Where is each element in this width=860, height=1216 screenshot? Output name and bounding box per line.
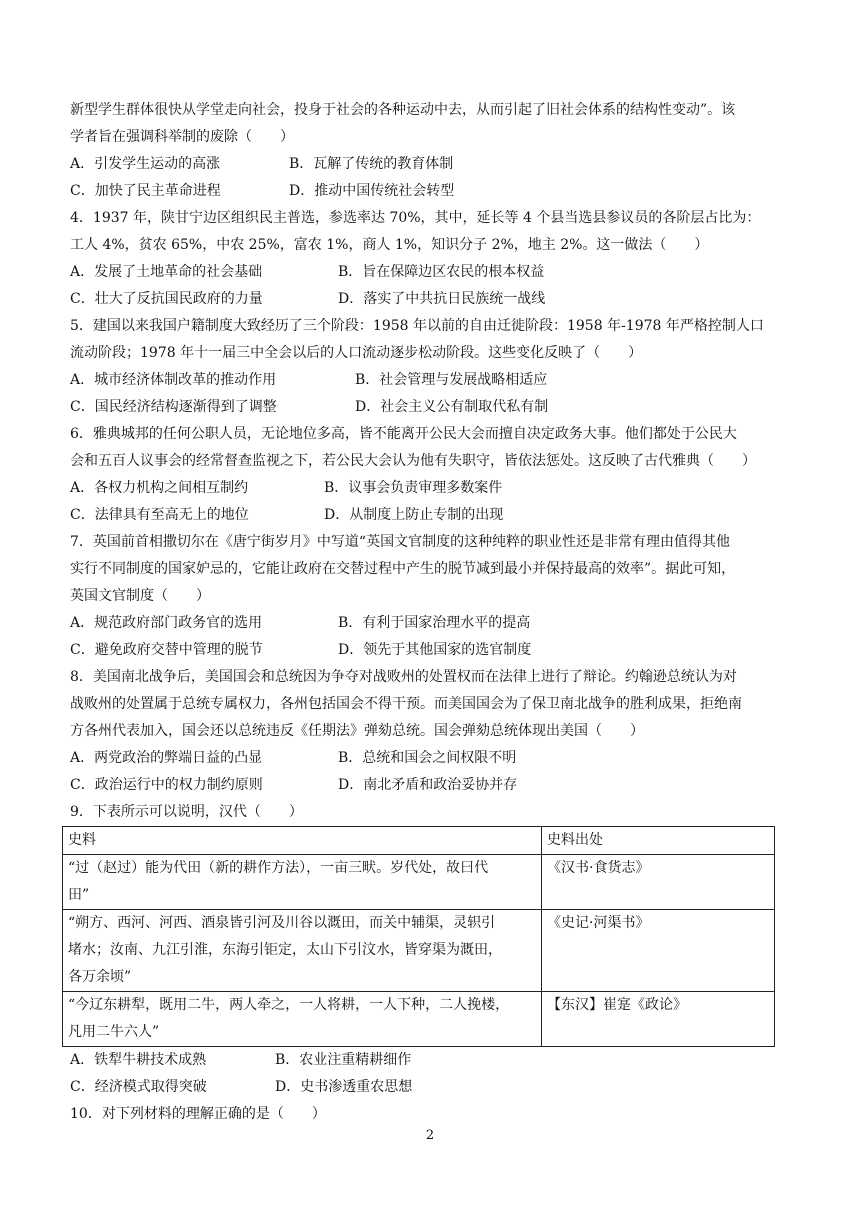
options-row — [70, 502, 795, 529]
cell-line: “今辽东耕犁，既用二牛，两人牵之，一人将耕，一人下种，二人挽楼， — [68, 997, 510, 1013]
table-cell — [63, 992, 542, 1047]
option-c: C．经济模式取得突破 — [70, 1079, 207, 1095]
option-d: D．社会主义公有制取代私有制 — [355, 399, 549, 415]
option-a: A．铁犁牛耕技术成熟 — [70, 1052, 207, 1068]
option-c: C．加快了民主革命进程 — [70, 183, 221, 199]
table-header-cell: 史料出处 — [542, 827, 775, 855]
option-b: B．总统和国会之间权限不明 — [338, 750, 517, 766]
table-row — [63, 992, 775, 1047]
question-6-text: 会和五百人议事会的经常督查监视之下，若公民大会认为他有失职守，皆依法惩处。这反映了古代雅典（ ） — [70, 453, 756, 469]
option-a: A．各权力机构之间相互制约 — [70, 480, 249, 496]
options-row — [70, 151, 795, 178]
cell-line: “过（赵过）能为代田（新的耕作方法），一亩三畎。岁代处，故曰代 — [68, 860, 489, 876]
page-number: 2 — [425, 1128, 435, 1143]
question-text: 新型学生群体很快从学堂走向社会，投身于社会的各种运动中去，从而引起了旧社会体系的结构性变动”。该 — [70, 102, 736, 118]
question-9-text: 9．下表所示可以说明，汉代（ ） — [70, 804, 303, 820]
option-d: D．落实了中共抗日民族统一战线 — [338, 291, 546, 307]
options-row — [70, 745, 795, 772]
table-cell: 【东汉】崔寔《政论》 — [542, 992, 775, 1047]
option-c: C．法律具有至高无上的地位 — [70, 507, 249, 523]
question-5-text: 5．建国以来我国户籍制度大致经历了三个阶段：1958 年以前的自由迁徙阶段：1958 年-1978 年严格控制人口 — [70, 318, 764, 334]
option-b: B．瓦解了传统的教育体制 — [289, 156, 454, 172]
question-5-text: 流动阶段；1978 年十一届三中全会以后的人口流动逐步松动阶段。这些变化反映了（ ） — [70, 345, 643, 361]
cell-line: 凡用二牛六人” — [68, 1024, 160, 1040]
table-header-cell: 史料 — [63, 827, 542, 855]
option-c: C．壮大了反抗国民政府的力量 — [70, 291, 263, 307]
option-a: A．规范政府部门政务官的选用 — [70, 615, 263, 631]
options-row — [70, 772, 795, 799]
option-d: D．史书渗透重农思想 — [275, 1079, 413, 1095]
question-10-text: 10．对下列材料的理解正确的是（ ） — [70, 1106, 326, 1122]
option-b: B．旨在保障边区农民的根本权益 — [338, 264, 545, 280]
option-a: A．城市经济体制改革的推动作用 — [70, 372, 277, 388]
question-8-text: 战败州的处置属于总统专属权力，各州包括国会不得干预。而美国国会为了保卫南北战争的胜利成果，拒绝南 — [70, 696, 742, 712]
exam-page — [70, 97, 795, 1128]
question-7-text: 7．英国前首相撒切尔在《唐宁街岁月》中写道“英国文官制度的这种纯粹的职业性还是非常有理由值得其他 — [70, 534, 731, 550]
options-row — [70, 1074, 795, 1101]
cell-line: 堵水；汝南、九江引淮，东海引钜定，太山下引汶水，皆穿渠为溉田， — [68, 942, 502, 958]
options-row — [70, 1047, 795, 1074]
table-cell: 《汉书·食货志》 — [542, 855, 775, 910]
option-d: D．推动中国传统社会转型 — [289, 183, 455, 199]
option-a: A．两党政治的弊端日益的凸显 — [70, 750, 263, 766]
options-row — [70, 610, 795, 637]
cell-line: 各万余顷” — [68, 969, 132, 985]
question-7-text: 英国文官制度（ ） — [70, 588, 210, 604]
options-row — [70, 259, 795, 286]
table-cell — [63, 855, 542, 910]
option-c: C．避免政府交替中管理的脱节 — [70, 642, 263, 658]
source-table — [62, 826, 775, 1047]
option-d: D．从制度上防止专制的出现 — [324, 507, 504, 523]
option-a: A．发展了土地革命的社会基础 — [70, 264, 263, 280]
question-4-text: 4．1937 年，陕甘宁边区组织民主普选，参选率达 70%，其中，延长等 4 个县当选县参议员的各阶层占比为： — [70, 210, 761, 226]
question-6-text: 6．雅典城邦的任何公职人员，无论地位多高，皆不能离开公民大会而擅自决定政务大事。他们都处于公民大 — [70, 426, 737, 442]
question-8-text: 方各州代表加入，国会还以总统违反《任期法》弹劾总统。国会弹劾总统体现出美国（ ） — [70, 723, 644, 739]
option-b: B．农业注重精耕细作 — [275, 1052, 412, 1068]
table-header-row — [63, 827, 775, 855]
option-c: C．政治运行中的权力制约原则 — [70, 777, 263, 793]
option-a: A．引发学生运动的高涨 — [70, 156, 221, 172]
question-text: 学者旨在强调科举制的废除（ ） — [70, 129, 294, 145]
question-8-text: 8．美国南北战争后，美国国会和总统因为争夺对战败州的处置权而在法律上进行了辩论。约翰逊总统认为对 — [70, 669, 737, 685]
options-row — [70, 637, 795, 664]
option-d: D．南北矛盾和政治妥协并存 — [338, 777, 518, 793]
table-cell — [63, 910, 542, 992]
option-b: B．议事会负责审理多数案件 — [324, 480, 503, 496]
options-row — [70, 367, 795, 394]
question-4-text: 工人 4%，贫农 65%，中农 25%，富农 1%，商人 1%，知识分子 2%，地主 2%。这一做法（ ） — [70, 237, 709, 253]
option-c: C．国民经济结构逐渐得到了调整 — [70, 399, 277, 415]
question-7-text: 实行不同制度的国家妒忌的，它能让政府在交替过程中产生的脱节减到最小并保持最高的效率”。据此可知， — [70, 561, 736, 577]
option-d: D．领先于其他国家的选官制度 — [338, 642, 532, 658]
options-row — [70, 178, 795, 205]
options-row — [70, 394, 795, 421]
table-cell: 《史记·河渠书》 — [542, 910, 775, 992]
option-b: B．社会管理与发展战略相适应 — [355, 372, 548, 388]
cell-line: 田” — [68, 887, 90, 903]
cell-line: “朔方、西河、河西、酒泉皆引河及川谷以溉田，而关中辅渠，灵轵引 — [68, 915, 496, 931]
option-b: B．有利于国家治理水平的提高 — [338, 615, 531, 631]
options-row — [70, 475, 795, 502]
table-row — [63, 855, 775, 910]
table-row — [63, 910, 775, 992]
options-row — [70, 286, 795, 313]
